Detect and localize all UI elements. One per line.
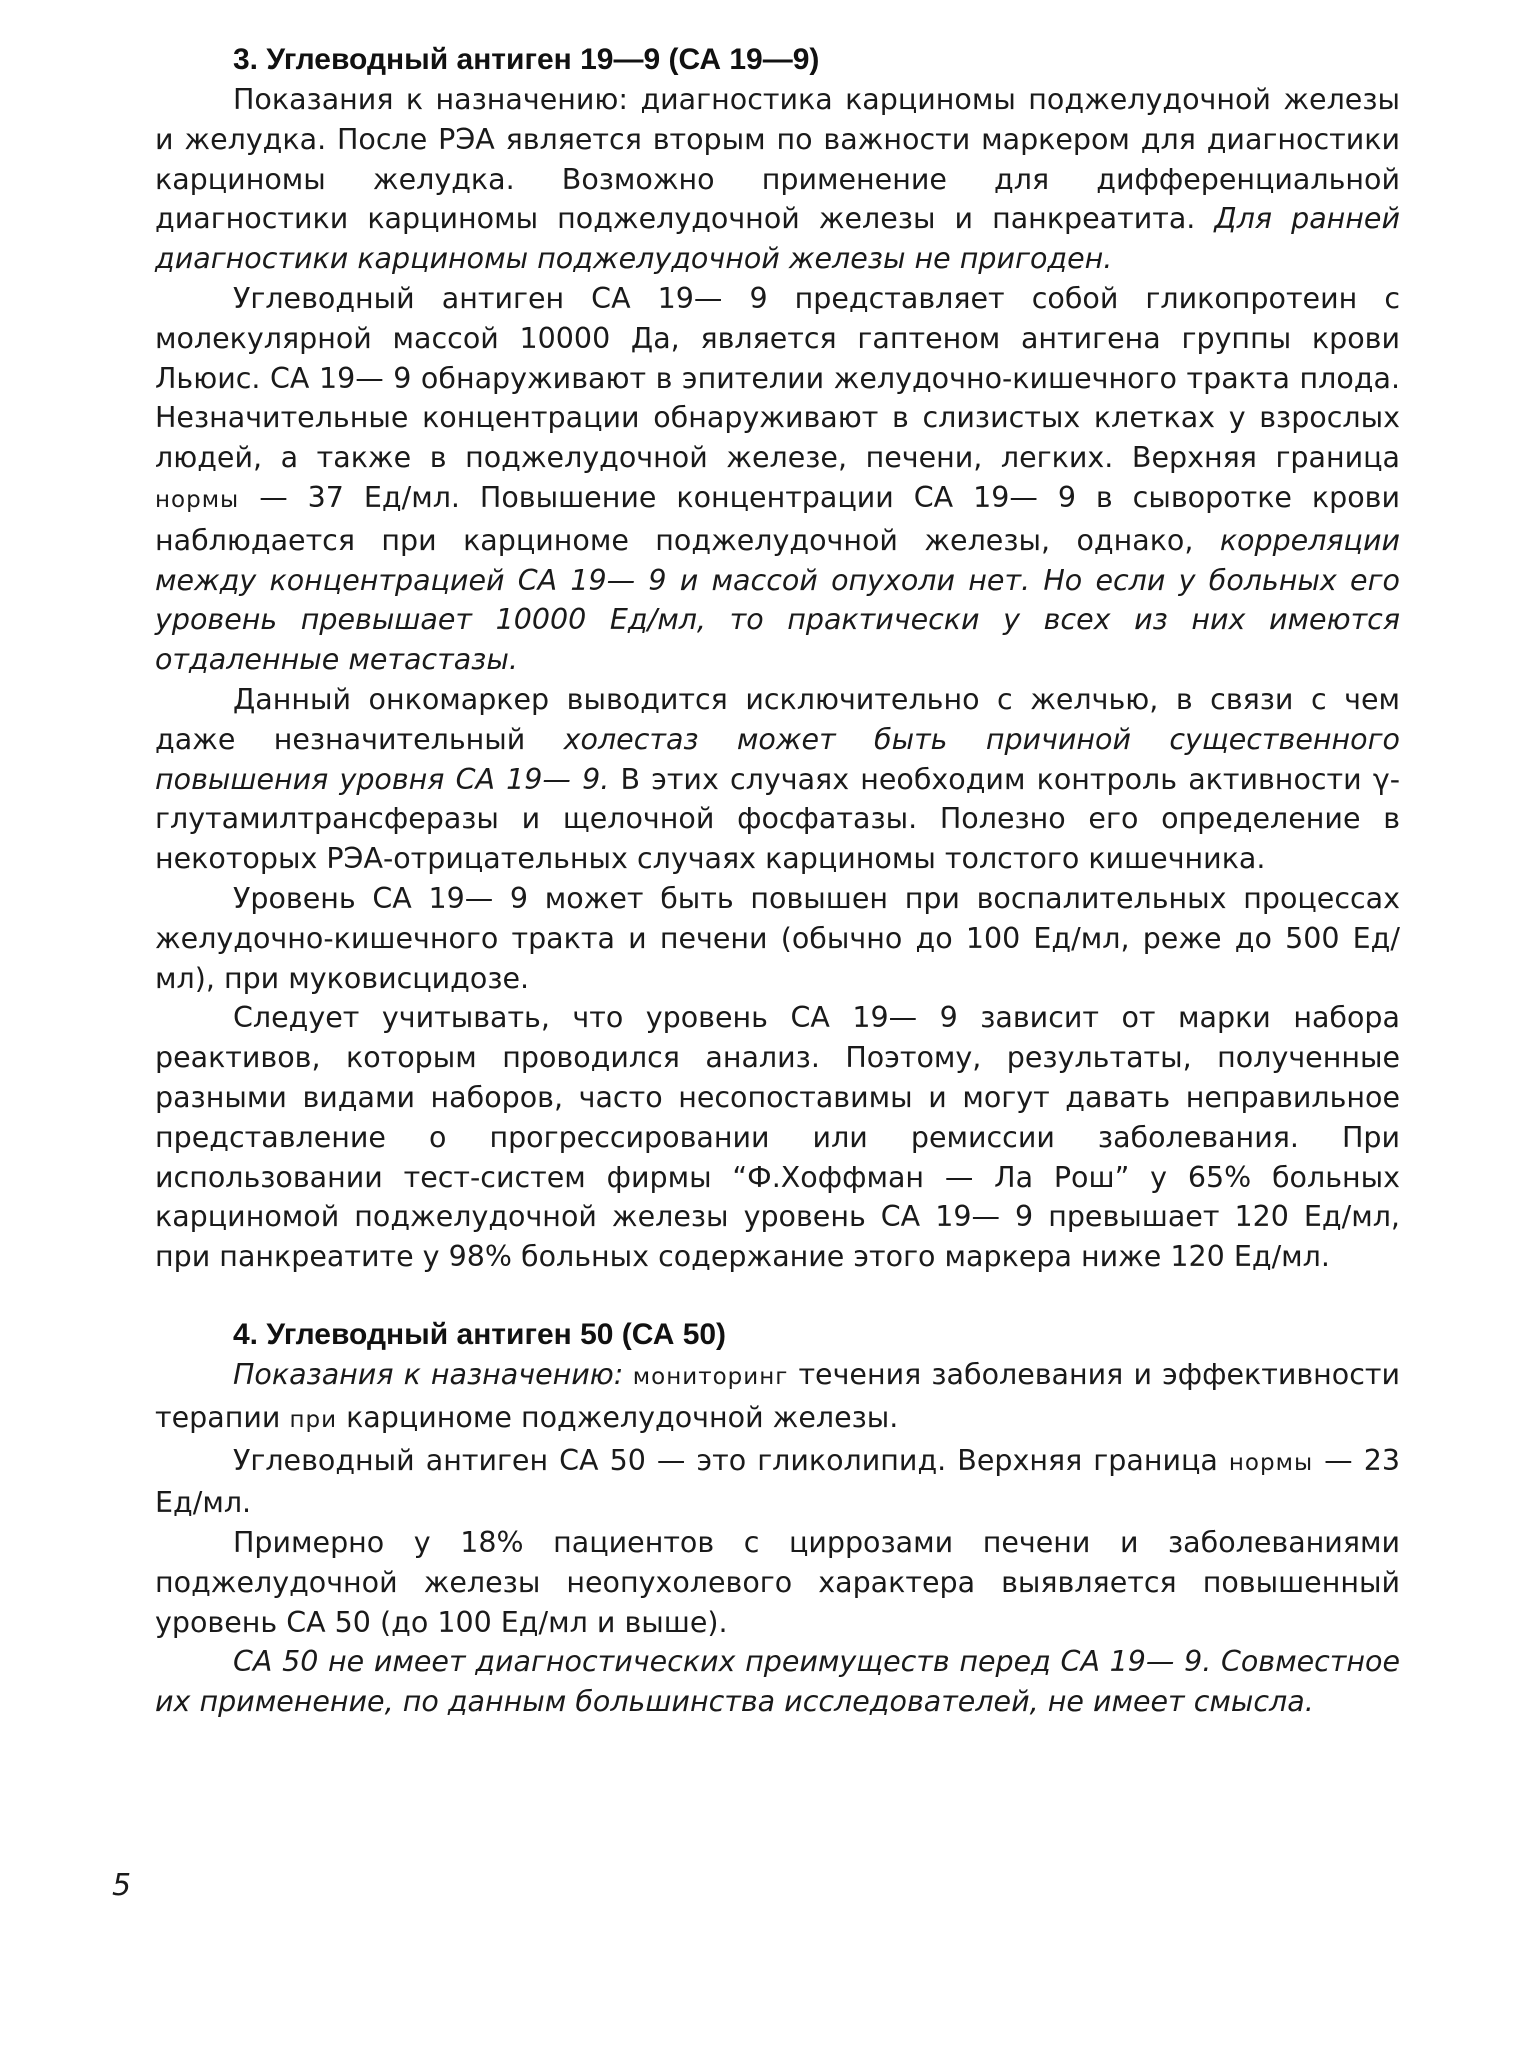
paragraph-indications (155, 1355, 1400, 1441)
paragraph-inflammation (155, 879, 1400, 998)
paragraph-text: Данный онкомаркер выводится исключительно с желчью, в связи с чем даже незначительный (155, 682, 1400, 756)
paragraph-conclusion (155, 1642, 1400, 1722)
paragraph-text: Углеводный антиген СА 19— 9 представляет собой гликопротеин с молекулярной массой 10000 Да, является гаптеном антигена группы крови Льюис. СА 19— 9 обнаруживают в эпителии желудочно-кишечного тракта плода. Незначительные концентрации обнаруживают в слизистых клетках у взрослых людей, а также в поджелудочной железе, печени, легких. Верхняя граница (155, 281, 1400, 475)
paragraph-italic-text: холестаз может быть причиной существенного повышения уровня СА 19— 9. (155, 722, 1400, 796)
paragraph-text: карциноме поджелудочной железы. (337, 1400, 899, 1434)
paragraph-description (155, 279, 1400, 680)
paragraph-text: течения заболевания и эффективности терапии (155, 1357, 1400, 1434)
paragraph-indications (155, 80, 1400, 279)
paragraph-excretion (155, 680, 1400, 879)
paragraph-text: Углеводный антиген СА 50 — это гликолипид. Верхняя граница (233, 1443, 1229, 1477)
section-ca-19-9 (155, 40, 1400, 1277)
page-number: 5 (112, 1868, 132, 1903)
page-body (155, 40, 1400, 1722)
paragraph-text: Примерно у 18% пациентов с циррозами печени и заболеваниями поджелудочной железы неопухолевого характера выявляется повышенный уровень СА 50 (до 100 Ед/мл и выше). (155, 1526, 1400, 1639)
paragraph-text: В этих случаях необходим контроль активности γ-глутамилтрансферазы и щелочной фосфатазы. Полезно его определение в некоторых РЭА-отрицательных случаях карциномы толстого кишечника. (155, 762, 1400, 876)
paragraph-italic-text: Для ранней диагностики карциномы поджелудочной железы не пригоден. (155, 202, 1400, 276)
section-heading: 3. Углеводный антиген 19—9 (СА 19—9) (233, 43, 820, 76)
paragraph-italic-text: Показания к назначению: (233, 1357, 624, 1391)
paragraph-text: Следует учитывать, что уровень СА 19— 9 зависит от марки набора реактивов, которым проводился анализ. Поэтому, результаты, полученные разными видами наборов, часто несопоставимы и могут давать неправильное представление о прогрессировании или ремиссии заболевания. При использовании тест-систем фирмы “Ф.Хоффман — Ла Рош” у 65% больных карциномой поджелудочной железы уровень СА 19— 9 превышает 120 Ед/мл, при панкреатите у 98% больных содержание этого маркера ниже 120 Ед/мл. (155, 1001, 1400, 1274)
norm-word: нормы (1228, 1449, 1314, 1476)
paragraph-text: — 23 Ед/мл. (155, 1443, 1400, 1520)
paragraph-cirrhosis (155, 1523, 1400, 1642)
paragraph-italic-text: СА 50 не имеет диагностических преимуществ перед СА 19— 9. Совместное их применение, по данным большинства исследователей, не имеет смысла. (155, 1645, 1400, 1719)
paragraph-text: — 37 Ед/мл. Повышение концентрации СА 19— 9 в сыворотке крови наблюдается при карциноме поджелудочной железы, однако, (155, 480, 1400, 557)
section-heading: 4. Углеводный антиген 50 (СА 50) (233, 1317, 727, 1351)
monitoring-word: мониторинг (623, 1363, 789, 1390)
paragraph-text: Уровень СА 19— 9 может быть повышен при воспалительных процессах желудочно-кишечного тракта и печени (обычно до 100 Ед/мл, реже до 500 Ед/мл), при муковисцидозе. (155, 881, 1400, 995)
pri-word: при (289, 1406, 338, 1433)
paragraph-italic-text: корреляции между концентрацией СА 19— 9 и массой опухоли нет. Но если у больных его уровень превышает 10000 Ед/мл, то практически у всех из них имеются отдаленные метастазы. (155, 523, 1400, 677)
paragraph-text: Показания к назначению: диагностика карциномы поджелудочной железы и желудка. После РЭА является вторым по важности маркером для диагностики карциномы желудка. Возможно применение для дифференциальной диагностики карциномы поджелудочной железы и панкреатита. (155, 83, 1400, 236)
section-ca-50 (155, 1315, 1400, 1722)
paragraph-reagents (155, 998, 1400, 1277)
paragraph-description (155, 1441, 1400, 1524)
norm-word: нормы (155, 486, 240, 513)
